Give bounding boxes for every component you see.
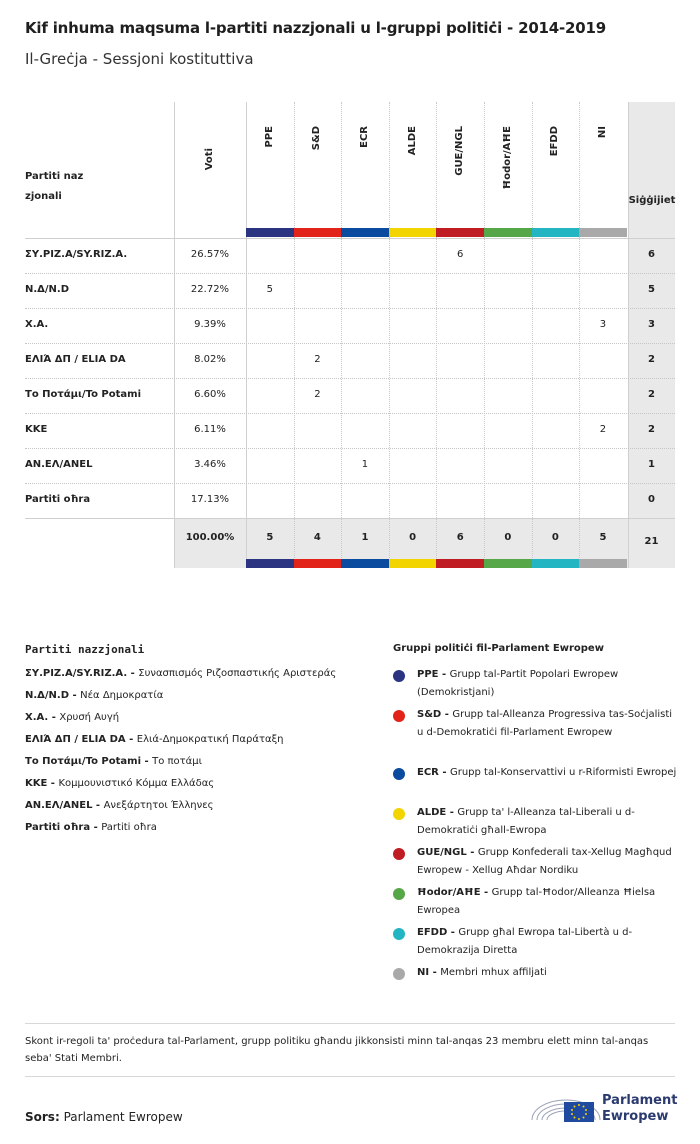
group-color-dot-icon xyxy=(393,968,405,980)
legend-party-item xyxy=(25,712,119,723)
group-seats: 2 xyxy=(314,353,321,365)
group-color-bar xyxy=(579,559,627,568)
legend-groups-title: Gruppi politiċi fil-Parlament Ewropew xyxy=(393,643,604,654)
group-color-bar xyxy=(341,559,389,568)
group-color-bar xyxy=(436,228,484,237)
group-header-6: EFDD xyxy=(549,126,561,157)
legend-party-name: Νέα Δημοκρατία xyxy=(80,690,164,701)
group-seats: 1 xyxy=(361,458,369,470)
group-color-dot-icon xyxy=(393,710,405,722)
group-color-bar xyxy=(484,559,532,568)
legend-group-abbr: S&D - xyxy=(417,709,453,720)
group-header-5: Ħodor/AĦE xyxy=(501,126,513,190)
group-header-2: ECR xyxy=(359,126,370,148)
legend-party-abbr: ΕΛΙΆ ΔΠ / ELIA DA - xyxy=(25,734,137,745)
group-seats: 3 xyxy=(599,318,607,330)
group-color-dot-icon xyxy=(393,768,405,780)
vote-share: 3.46% xyxy=(194,458,226,470)
group-color-dot-icon xyxy=(393,888,405,900)
legend-group-text xyxy=(417,764,677,782)
legend-group-abbr: ALDE - xyxy=(417,807,458,818)
legend-party-name: Partiti oħra xyxy=(101,822,157,833)
group-total-seats: 1 xyxy=(361,531,369,543)
legend-group-text xyxy=(417,964,677,982)
column-divider xyxy=(341,102,342,568)
group-header-4: GUE/NGL xyxy=(454,126,466,176)
legend-party-abbr: Το Ποτάμι/To Potami - xyxy=(25,756,153,767)
row-divider xyxy=(25,413,675,414)
page-subtitle: Il-Greċja - Sessjoni kostituttiva xyxy=(25,50,254,68)
party-total-seats: 2 xyxy=(648,388,655,400)
legend-party-abbr: ΑΝ.ΕΛ/ANEL - xyxy=(25,800,104,811)
group-seats: 2 xyxy=(314,388,321,400)
party-total-seats: 6 xyxy=(648,248,655,260)
group-color-bar xyxy=(246,228,294,237)
source-label: Sors: xyxy=(25,1110,60,1124)
column-divider xyxy=(436,102,437,568)
footnote: Skont ir-regoli ta' proċedura tal-Parlament, grupp politiku għandu jikkonsisti minn tal-anqas 23 membru elett minn tal-anqas seba' Stati Membri. xyxy=(25,1036,649,1064)
column-divider xyxy=(484,102,485,568)
vote-share: 26.57% xyxy=(190,248,230,260)
group-color-bar xyxy=(532,559,580,568)
group-total-seats: 0 xyxy=(551,531,559,543)
legend-group-name: Grupp tal-Konservattivi u r-Riformisti Ewropej xyxy=(449,767,677,778)
legend-group-name: Grupp tal-Alleanza Progressiva tas-Soċjalisti u d-Demokratiċi fil-Parlament Ewropew xyxy=(417,709,673,738)
group-header-0: PPE xyxy=(263,126,275,148)
group-color-bar xyxy=(389,559,437,568)
group-seats: 2 xyxy=(599,423,607,435)
group-color-bar xyxy=(389,228,437,237)
group-total-seats: 0 xyxy=(504,531,512,543)
group-seats: 5 xyxy=(266,283,273,295)
legend-party-abbr: KKE - xyxy=(25,778,59,789)
legend-party-name: Ανεξάρτητοι Έλληνες xyxy=(103,800,214,811)
group-total-seats: 6 xyxy=(456,531,464,543)
group-total-seats: 0 xyxy=(409,531,417,543)
legend-party-name: Συνασπισμός Ριζοσπαστικής Αριστεράς xyxy=(138,668,337,679)
legend-group-abbr: NI - xyxy=(417,967,441,978)
vote-share: 9.39% xyxy=(194,318,226,330)
legend-group-abbr: PPE - xyxy=(417,669,450,680)
legend-party-item xyxy=(25,668,336,679)
legend-parties-title: Partiti nazzjonali xyxy=(25,643,145,656)
page-title: Kif inhuma maqsuma l-partiti nazzjonali u l-gruppi politiċi - 2014-2019 xyxy=(25,19,607,37)
legend-party-name: Ελιά-Δημοκρατική Παράταξη xyxy=(136,734,284,745)
legend-party-abbr: ΣΥ.ΡΙΖ.Α/SY.RIZ.A. - xyxy=(25,668,139,679)
legend-group-name: Grupp tal-Partit Popolari Ewropew (Demokristjani) xyxy=(417,669,619,698)
party-name: Ν.Δ/N.D xyxy=(25,283,70,295)
group-color-dot-icon xyxy=(393,670,405,682)
legend-party-abbr: Partiti oħra - xyxy=(25,822,102,833)
party-name: ΣΥ.ΡΙΖ.Α/SY.RIZ.A. xyxy=(25,248,128,260)
legend-party-abbr: Ν.Δ/N.D - xyxy=(25,690,81,701)
legend-party-item xyxy=(25,756,202,767)
column-divider xyxy=(532,102,533,568)
header-divider xyxy=(25,238,675,239)
totals-divider xyxy=(25,518,675,519)
column-divider xyxy=(246,102,247,568)
column-divider xyxy=(579,102,580,568)
vote-share: 8.02% xyxy=(194,353,226,365)
column-divider xyxy=(294,102,295,568)
group-header-7: NI xyxy=(597,126,608,139)
party-total-seats: 2 xyxy=(648,423,655,435)
legend-party-name: Το ποτάμι xyxy=(152,756,203,767)
party-name: ΑΝ.ΕΛ/ANEL xyxy=(25,458,93,470)
voti-column-header: Voti xyxy=(204,148,215,171)
legend-party-item xyxy=(25,800,213,811)
group-total-seats: 5 xyxy=(266,531,274,543)
vote-share: 17.13% xyxy=(190,493,230,505)
vote-share: 6.60% xyxy=(194,388,226,400)
party-name: Partiti oħra xyxy=(25,493,91,505)
party-total-seats: 5 xyxy=(648,283,655,295)
row-divider xyxy=(25,483,675,484)
logo-line2: Ewropew xyxy=(602,1109,669,1124)
group-color-bar xyxy=(436,559,484,568)
group-header-1: S&D xyxy=(311,126,323,151)
party-name: X.A. xyxy=(25,318,49,330)
legend-party-name: Κομμουνιστικό Κόμμα Ελλάδας xyxy=(58,778,215,789)
logo-line1: Parlament xyxy=(602,1093,678,1108)
legend-group-text xyxy=(417,706,677,742)
party-total-seats: 1 xyxy=(648,458,655,470)
seats-column-header: Siġġijiet xyxy=(628,195,676,206)
divider xyxy=(25,1023,675,1024)
legend-group-abbr: GUE/NGL - xyxy=(417,847,478,858)
legend-group-text xyxy=(417,924,677,960)
group-color-dot-icon xyxy=(393,928,405,940)
legend-group-abbr: Ħodor/AĦE - xyxy=(417,887,492,898)
group-color-dot-icon xyxy=(393,848,405,860)
row-divider xyxy=(25,378,675,379)
party-name: KKE xyxy=(25,423,48,435)
party-total-seats: 0 xyxy=(648,493,655,505)
legend-group-name: Grupp tal-Ħodor/Alleanza Ħielsa Ewropea xyxy=(417,887,656,916)
group-seats: 6 xyxy=(457,248,464,260)
source xyxy=(25,1110,183,1124)
column-divider xyxy=(389,102,390,568)
party-name: ΕΛΙΆ ΔΠ / ELIA DA xyxy=(25,353,126,365)
legend-party-item xyxy=(25,734,284,745)
legend-party-abbr: X.A. - xyxy=(25,712,60,723)
total-vote-share: 100.00% xyxy=(185,531,235,543)
divider xyxy=(25,1076,675,1077)
legend-group-text xyxy=(417,804,677,840)
row-divider xyxy=(25,308,675,309)
group-color-bar xyxy=(532,228,580,237)
grand-total-seats: 21 xyxy=(644,535,659,547)
group-color-bar xyxy=(484,228,532,237)
legend-group-abbr: EFDD - xyxy=(417,927,459,938)
party-column-header: Partiti nazzjonali xyxy=(25,171,84,202)
row-divider xyxy=(25,343,675,344)
source-value: Parlament Ewropew xyxy=(63,1110,183,1124)
group-color-bar xyxy=(341,228,389,237)
legend-party-item xyxy=(25,822,157,833)
legend-group-name: Grupp ta' l-Alleanza tal-Liberali u d-Demokratiċi għall-Ewropa xyxy=(417,807,635,836)
group-header-3: ALDE xyxy=(406,126,418,156)
group-color-bar xyxy=(246,559,294,568)
seat-distribution-table xyxy=(25,102,675,568)
party-total-seats: 2 xyxy=(648,353,655,365)
legend-party-item xyxy=(25,690,163,701)
party-name: Το Ποτάμι/To Potami xyxy=(25,388,141,400)
row-divider xyxy=(25,448,675,449)
vote-share: 6.11% xyxy=(194,423,226,435)
group-total-seats: 4 xyxy=(313,531,321,543)
legend-party-name: Χρυσή Αυγή xyxy=(59,712,120,723)
logo-text xyxy=(602,1093,677,1125)
party-total-seats: 3 xyxy=(648,318,655,330)
group-total-seats: 5 xyxy=(599,531,607,543)
group-color-dot-icon xyxy=(393,808,405,820)
group-color-bar xyxy=(294,559,342,568)
legend-party-item xyxy=(25,778,214,789)
legend-group-text xyxy=(417,884,677,920)
group-color-bar xyxy=(294,228,342,237)
legend-group-name: Membri mhux affiljati xyxy=(440,967,547,978)
legend-group-text xyxy=(417,666,677,702)
legend-group-text xyxy=(417,844,677,880)
legend-group-name: Grupp Konfederali tax-Xellug Magħqud Ewropew - Xellug Aħdar Nordiku xyxy=(417,847,672,876)
group-color-bar xyxy=(579,228,627,237)
row-divider xyxy=(25,273,675,274)
legend-group-name: Grupp għal Ewropa tal-Libertà u d-Demokrazija Diretta xyxy=(417,927,633,956)
vote-share: 22.72% xyxy=(190,283,230,295)
legend-group-abbr: ECR - xyxy=(417,767,450,778)
